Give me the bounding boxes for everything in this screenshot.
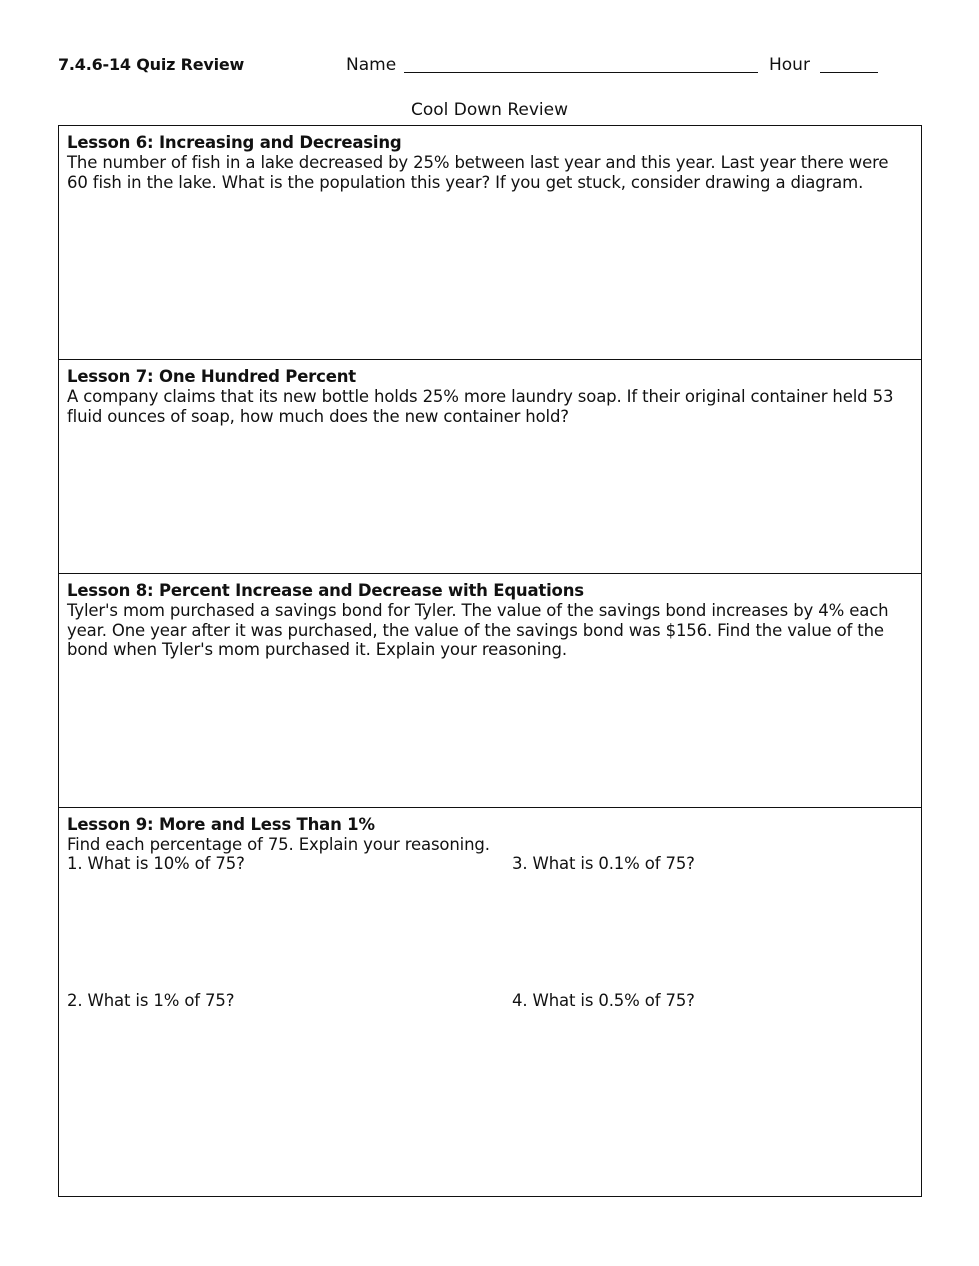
- hour-label: Hour: [769, 55, 810, 75]
- question-2: 2. What is 1% of 75?: [67, 991, 235, 1010]
- section-prompt: Tyler's mom purchased a savings bond for Tyler. The value of the savings bond increases by 4% each year. One year after it was purchased, the value of the savings bond was $156. Find the value of the bond when Tyler's mom purchased it. Explain your reasoning.: [67, 601, 889, 659]
- section-prompt: The number of fish in a lake decreased by 25% between last year and this year. Last year there were 60 fish in the lake. What is the population this year? If you get stuck, consider drawing a diagram.: [67, 153, 889, 192]
- name-label: Name: [346, 55, 397, 75]
- worksheet-header: [58, 55, 922, 81]
- section-title: Lesson 8: Percent Increase and Decrease with Equations: [67, 581, 584, 600]
- hour-blank-line: [820, 72, 878, 73]
- question-3: 3. What is 0.1% of 75?: [512, 854, 695, 873]
- review-box: [58, 125, 922, 1197]
- section-title: Lesson 6: Increasing and Decreasing: [67, 133, 402, 152]
- section-lesson-6: [59, 126, 921, 360]
- section-lesson-7: [59, 360, 921, 574]
- question-1: 1. What is 10% of 75?: [67, 854, 245, 873]
- quiz-title: 7.4.6-14 Quiz Review: [58, 55, 245, 74]
- name-blank-line: [404, 72, 758, 73]
- section-lesson-8: [59, 574, 921, 808]
- section-prompt: A company claims that its new bottle holds 25% more laundry soap. If their original container held 53 fluid ounces of soap, how much does the new container hold?: [67, 387, 894, 426]
- section-title: Lesson 7: One Hundred Percent: [67, 367, 356, 386]
- section-title: Lesson 9: More and Less Than 1%: [67, 815, 375, 834]
- question-4: 4. What is 0.5% of 75?: [512, 991, 695, 1010]
- section-lesson-9: [59, 808, 921, 1196]
- page-subtitle: Cool Down Review: [410, 100, 569, 120]
- section-prompt: Find each percentage of 75. Explain your reasoning.: [67, 835, 490, 854]
